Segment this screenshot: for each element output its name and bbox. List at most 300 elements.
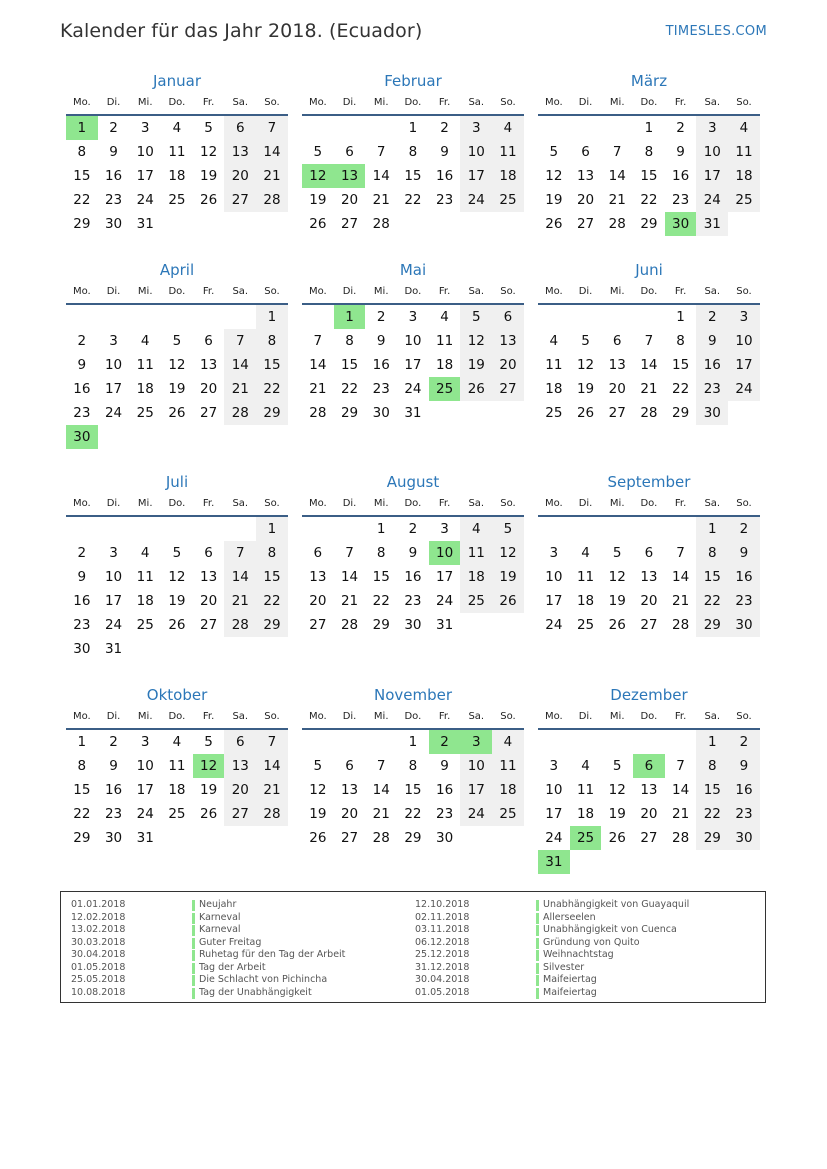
day-cell: 20: [640, 806, 658, 822]
day-cell: 23: [73, 617, 91, 633]
day-cell: 25: [576, 617, 595, 633]
day-cell: 26: [608, 830, 626, 846]
holiday-marker: [536, 975, 539, 986]
day-cell: 5: [612, 545, 622, 561]
day-cell: 7: [376, 758, 386, 774]
weekday-label: Mi.: [609, 286, 625, 297]
holiday-date: 12.10.2018: [415, 899, 470, 910]
day-cell: 27: [640, 617, 658, 633]
empty-cell: [98, 517, 130, 541]
day-cell: 15: [672, 357, 690, 373]
day-cell: 10: [696, 140, 728, 164]
day-cell: 6: [345, 758, 354, 774]
day-cell: 20: [340, 806, 359, 822]
day-cell: 21: [256, 778, 288, 802]
month-name: Dezember: [610, 686, 688, 704]
day-grid: [538, 116, 760, 236]
weekday-label: Di.: [578, 498, 593, 509]
day-cell: 4: [172, 120, 182, 136]
day-cell: 24: [104, 617, 123, 633]
day-cell: 9: [77, 569, 87, 585]
day-cell: 29: [340, 405, 359, 421]
day-cell: 22: [672, 381, 690, 397]
day-cell: 14: [224, 565, 256, 589]
empty-cell: [633, 305, 665, 329]
day-cell: 4: [440, 309, 449, 325]
weekday-label: Di.: [342, 498, 357, 509]
weekday-header: [66, 706, 288, 730]
day-cell: 22: [73, 806, 91, 822]
day-cell: 19: [460, 353, 492, 377]
day-cell: 15: [340, 357, 359, 373]
day-cell: 27: [340, 830, 359, 846]
day-cell: 2: [728, 517, 760, 541]
weekday-label: Mo.: [308, 711, 327, 722]
empty-cell: [570, 517, 602, 541]
day-cell: 21: [640, 381, 658, 397]
day-cell: 25: [460, 589, 492, 613]
empty-cell: [193, 305, 225, 329]
weekday-label: Fr.: [202, 286, 215, 297]
day-cell: 30: [728, 613, 760, 637]
day-cell: 21: [672, 806, 690, 822]
holiday-day-cell: 30: [665, 212, 697, 236]
weekday-label: Mo.: [544, 286, 563, 297]
day-cell: 4: [172, 734, 182, 750]
day-cell: 17: [136, 168, 154, 184]
day-cell: 17: [545, 806, 563, 822]
holiday-day-cell: 3: [460, 730, 492, 754]
day-cell: 30: [436, 830, 454, 846]
weekday-label: Do.: [640, 498, 658, 509]
day-cell: 7: [644, 333, 654, 349]
weekday-label: Mo.: [544, 711, 563, 722]
day-cell: 26: [545, 216, 563, 232]
weekday-label: Mi.: [373, 286, 389, 297]
holiday-name: Maifeiertag: [543, 986, 597, 998]
weekday-label: Do.: [404, 711, 422, 722]
day-cell: 28: [640, 405, 658, 421]
day-cell: 23: [104, 806, 123, 822]
empty-cell: [129, 305, 161, 329]
day-cell: 18: [168, 782, 186, 798]
weekday-label: Sa.: [232, 97, 249, 108]
holiday-name: Maifeiertag: [543, 974, 597, 985]
holiday-marker: [536, 950, 539, 961]
day-cell: 9: [376, 333, 386, 349]
empty-cell: [334, 517, 366, 541]
day-cell: 5: [204, 120, 213, 136]
day-cell: 28: [608, 216, 626, 232]
day-cell: 24: [545, 830, 563, 846]
weekday-label: Do.: [640, 97, 658, 108]
day-cell: 3: [109, 545, 118, 561]
weekday-label: Fr.: [202, 498, 215, 509]
weekday-header: [66, 493, 288, 517]
holiday-name: Tag der Unabhängigkeit: [199, 986, 312, 998]
day-cell: 15: [404, 168, 422, 184]
day-cell: 30: [104, 216, 123, 232]
day-cell: 19: [576, 381, 595, 397]
day-grid: [66, 116, 288, 236]
holiday-legend: [60, 891, 766, 1003]
day-cell: 15: [73, 168, 91, 184]
day-cell: 10: [104, 569, 123, 585]
day-cell: 27: [608, 405, 626, 421]
day-cell: 27: [309, 617, 327, 633]
holiday-date: 25.05.2018: [71, 974, 126, 985]
day-cell: 13: [200, 357, 218, 373]
day-cell: 26: [576, 405, 595, 421]
day-cell: 8: [256, 329, 288, 353]
month-januar: [66, 70, 288, 236]
day-grid: [302, 116, 524, 236]
weekday-label: Mi.: [609, 711, 625, 722]
month-mai: [302, 259, 524, 425]
weekday-label: Mi.: [137, 286, 153, 297]
day-cell: 24: [136, 806, 154, 822]
weekday-label: Do.: [168, 97, 186, 108]
day-cell: 20: [608, 381, 626, 397]
weekday-label: Sa.: [468, 97, 485, 108]
day-cell: 8: [696, 541, 728, 565]
holiday-marker: [536, 913, 539, 924]
day-cell: 17: [436, 569, 454, 585]
holiday-day-cell: 10: [429, 541, 461, 565]
day-cell: 24: [404, 381, 422, 397]
weekday-label: Sa.: [704, 97, 721, 108]
day-cell: 25: [545, 405, 563, 421]
holiday-name: Tag der Arbeit: [199, 961, 266, 973]
day-cell: 16: [73, 593, 91, 609]
day-cell: 27: [492, 377, 524, 401]
brand-link[interactable]: TIMESLES.COM: [665, 24, 767, 39]
holiday-marker: [192, 963, 195, 974]
weekday-label: Sa.: [704, 498, 721, 509]
day-cell: 9: [408, 545, 418, 561]
holiday-day-cell: 6: [633, 754, 665, 778]
day-cell: 18: [136, 593, 154, 609]
day-cell: 27: [576, 216, 595, 232]
day-cell: 14: [256, 754, 288, 778]
day-cell: 29: [404, 830, 422, 846]
day-cell: 13: [608, 357, 626, 373]
day-cell: 16: [436, 782, 454, 798]
day-cell: 13: [200, 569, 218, 585]
day-cell: 8: [376, 545, 386, 561]
day-cell: 16: [104, 782, 123, 798]
day-cell: 12: [576, 357, 595, 373]
holiday-name: Ruhetag für den Tag der Arbeit: [199, 949, 346, 960]
day-grid: [66, 517, 288, 661]
day-cell: 9: [728, 754, 760, 778]
holiday-marker: [192, 913, 195, 924]
day-cell: 18: [460, 565, 492, 589]
weekday-label: Do.: [404, 97, 422, 108]
month-dezember: [538, 684, 760, 874]
holiday-marker: [192, 950, 195, 961]
day-cell: 22: [404, 192, 422, 208]
day-cell: 11: [728, 140, 760, 164]
weekday-label: Di.: [578, 711, 593, 722]
weekday-header: [538, 281, 760, 305]
weekday-label: Sa.: [704, 711, 721, 722]
day-cell: 18: [576, 593, 595, 609]
day-cell: 31: [404, 405, 422, 421]
weekday-label: Mo.: [72, 498, 91, 509]
day-cell: 15: [256, 353, 288, 377]
day-cell: 23: [672, 192, 690, 208]
day-cell: 9: [676, 144, 685, 160]
empty-cell: [302, 517, 334, 541]
day-cell: 10: [728, 329, 760, 353]
day-cell: 25: [136, 405, 154, 421]
holiday-date: 01.05.2018: [415, 986, 470, 998]
empty-cell: [538, 730, 570, 754]
weekday-label: Do.: [640, 286, 658, 297]
day-cell: 18: [492, 778, 524, 802]
day-cell: 23: [728, 589, 760, 613]
day-cell: 24: [696, 188, 728, 212]
day-cell: 18: [136, 381, 154, 397]
month-märz: [538, 70, 760, 236]
weekday-label: So.: [736, 97, 752, 108]
holiday-date: 31.12.2018: [415, 961, 470, 973]
empty-cell: [334, 730, 366, 754]
day-cell: 10: [545, 569, 563, 585]
day-cell: 25: [728, 188, 760, 212]
day-cell: 5: [172, 333, 182, 349]
day-cell: 4: [140, 545, 150, 561]
empty-cell: [538, 517, 570, 541]
day-cell: 3: [408, 309, 418, 325]
day-cell: 16: [672, 168, 690, 184]
empty-cell: [302, 730, 334, 754]
holiday-date: 02.11.2018: [415, 911, 470, 923]
day-cell: 16: [104, 168, 123, 184]
weekday-label: Di.: [106, 97, 121, 108]
day-cell: 30: [404, 617, 422, 633]
month-name: Mai: [399, 261, 427, 279]
day-cell: 1: [644, 120, 654, 136]
day-cell: 7: [345, 545, 354, 561]
weekday-label: Do.: [404, 286, 422, 297]
day-cell: 7: [256, 116, 288, 140]
day-cell: 20: [200, 593, 218, 609]
empty-cell: [161, 305, 193, 329]
day-cell: 20: [492, 353, 524, 377]
day-cell: 21: [256, 164, 288, 188]
day-cell: 2: [77, 333, 87, 349]
holiday-name: Neujahr: [199, 899, 237, 910]
day-cell: 5: [492, 517, 524, 541]
weekday-label: Fr.: [674, 711, 687, 722]
day-cell: 3: [109, 333, 118, 349]
weekday-label: Di.: [342, 286, 357, 297]
day-cell: 4: [492, 730, 524, 754]
month-name: November: [373, 686, 453, 704]
day-cell: 30: [728, 826, 760, 850]
day-cell: 19: [309, 192, 327, 208]
weekday-header: [302, 493, 524, 517]
month-name: Oktober: [146, 686, 208, 704]
day-cell: 18: [728, 164, 760, 188]
day-cell: 30: [696, 401, 728, 425]
day-cell: 1: [676, 309, 685, 325]
weekday-label: Di.: [578, 286, 593, 297]
day-cell: 11: [492, 140, 524, 164]
day-cell: 20: [309, 593, 327, 609]
weekday-label: Sa.: [704, 286, 721, 297]
day-cell: 28: [256, 188, 288, 212]
day-cell: 4: [492, 116, 524, 140]
day-cell: 19: [168, 381, 186, 397]
holiday-date: 06.12.2018: [415, 936, 470, 948]
day-cell: 29: [640, 216, 658, 232]
day-cell: 19: [309, 806, 327, 822]
day-cell: 16: [728, 778, 760, 802]
day-cell: 4: [460, 517, 492, 541]
day-cell: 10: [136, 758, 154, 774]
day-cell: 23: [728, 802, 760, 826]
weekday-label: Sa.: [232, 711, 249, 722]
holiday-name: Gründung von Quito: [543, 936, 640, 948]
day-cell: 15: [640, 168, 658, 184]
day-cell: 2: [109, 120, 118, 136]
day-cell: 13: [309, 569, 327, 585]
day-cell: 24: [728, 377, 760, 401]
day-cell: 18: [492, 164, 524, 188]
day-grid: [302, 730, 524, 850]
day-cell: 6: [612, 333, 622, 349]
day-cell: 26: [168, 405, 186, 421]
day-cell: 7: [313, 333, 323, 349]
day-cell: 10: [404, 333, 422, 349]
day-cell: 27: [200, 405, 218, 421]
day-cell: 1: [408, 120, 418, 136]
day-cell: 5: [549, 144, 559, 160]
day-cell: 8: [644, 144, 654, 160]
day-cell: 14: [672, 569, 690, 585]
day-cell: 14: [256, 140, 288, 164]
day-cell: 17: [404, 357, 422, 373]
weekday-label: Mi.: [137, 97, 153, 108]
day-cell: 10: [460, 140, 492, 164]
day-cell: 17: [104, 381, 123, 397]
weekday-label: Fr.: [438, 711, 451, 722]
empty-cell: [601, 730, 633, 754]
empty-cell: [224, 517, 256, 541]
day-cell: 8: [696, 754, 728, 778]
day-cell: 12: [492, 541, 524, 565]
day-cell: 6: [345, 144, 354, 160]
holiday-marker: [536, 925, 539, 936]
month-februar: [302, 70, 524, 236]
day-cell: 21: [309, 381, 327, 397]
day-cell: 20: [224, 778, 256, 802]
day-cell: 26: [168, 617, 186, 633]
month-name: April: [159, 261, 195, 279]
holiday-day-cell: 2: [429, 730, 461, 754]
day-cell: 6: [224, 730, 256, 754]
day-cell: 30: [372, 405, 390, 421]
day-cell: 25: [136, 617, 154, 633]
day-cell: 5: [313, 758, 323, 774]
day-grid: [66, 305, 288, 449]
day-cell: 4: [140, 333, 150, 349]
holiday-marker: [192, 975, 195, 986]
day-grid: [538, 517, 760, 637]
holiday-day-cell: 30: [66, 425, 98, 449]
weekday-label: Di.: [106, 498, 121, 509]
day-cell: 18: [436, 357, 454, 373]
day-cell: 7: [676, 545, 685, 561]
day-cell: 14: [224, 353, 256, 377]
day-grid: [538, 305, 760, 425]
weekday-label: Fr.: [674, 286, 687, 297]
empty-cell: [365, 730, 397, 754]
day-cell: 2: [408, 521, 418, 537]
day-cell: 20: [224, 164, 256, 188]
weekday-label: Sa.: [468, 711, 485, 722]
day-cell: 31: [104, 641, 123, 657]
empty-cell: [302, 305, 334, 329]
day-cell: 12: [168, 569, 186, 585]
day-cell: 14: [608, 168, 626, 184]
day-cell: 23: [104, 192, 123, 208]
day-cell: 26: [460, 377, 492, 401]
day-cell: 5: [313, 144, 323, 160]
holiday-date: 01.01.2018: [71, 899, 126, 910]
day-cell: 12: [309, 782, 327, 798]
day-cell: 28: [372, 830, 390, 846]
day-cell: 16: [696, 353, 728, 377]
holiday-name: Allerseelen: [543, 911, 596, 923]
day-cell: 3: [696, 116, 728, 140]
holiday-name: Die Schlacht von Pichincha: [199, 974, 328, 985]
empty-cell: [302, 116, 334, 140]
day-cell: 6: [492, 305, 524, 329]
day-cell: 23: [436, 806, 454, 822]
day-cell: 22: [372, 593, 390, 609]
day-cell: 12: [460, 329, 492, 353]
weekday-label: Di.: [106, 711, 121, 722]
day-cell: 9: [696, 329, 728, 353]
day-cell: 23: [372, 381, 390, 397]
day-cell: 14: [340, 569, 359, 585]
day-cell: 28: [672, 617, 690, 633]
empty-cell: [365, 116, 397, 140]
day-cell: 8: [345, 333, 354, 349]
day-cell: 9: [728, 541, 760, 565]
day-cell: 19: [608, 806, 626, 822]
holiday-day-cell: 12: [302, 164, 334, 188]
weekday-label: Do.: [168, 286, 186, 297]
day-cell: 11: [136, 569, 154, 585]
day-cell: 22: [696, 802, 728, 826]
empty-cell: [570, 730, 602, 754]
weekday-label: So.: [264, 286, 280, 297]
day-cell: 6: [224, 116, 256, 140]
day-cell: 18: [545, 381, 563, 397]
weekday-label: Mi.: [373, 498, 389, 509]
day-cell: 27: [200, 617, 218, 633]
empty-cell: [570, 116, 602, 140]
day-cell: 22: [73, 192, 91, 208]
day-cell: 9: [440, 144, 449, 160]
day-cell: 22: [404, 806, 422, 822]
empty-cell: [66, 305, 98, 329]
